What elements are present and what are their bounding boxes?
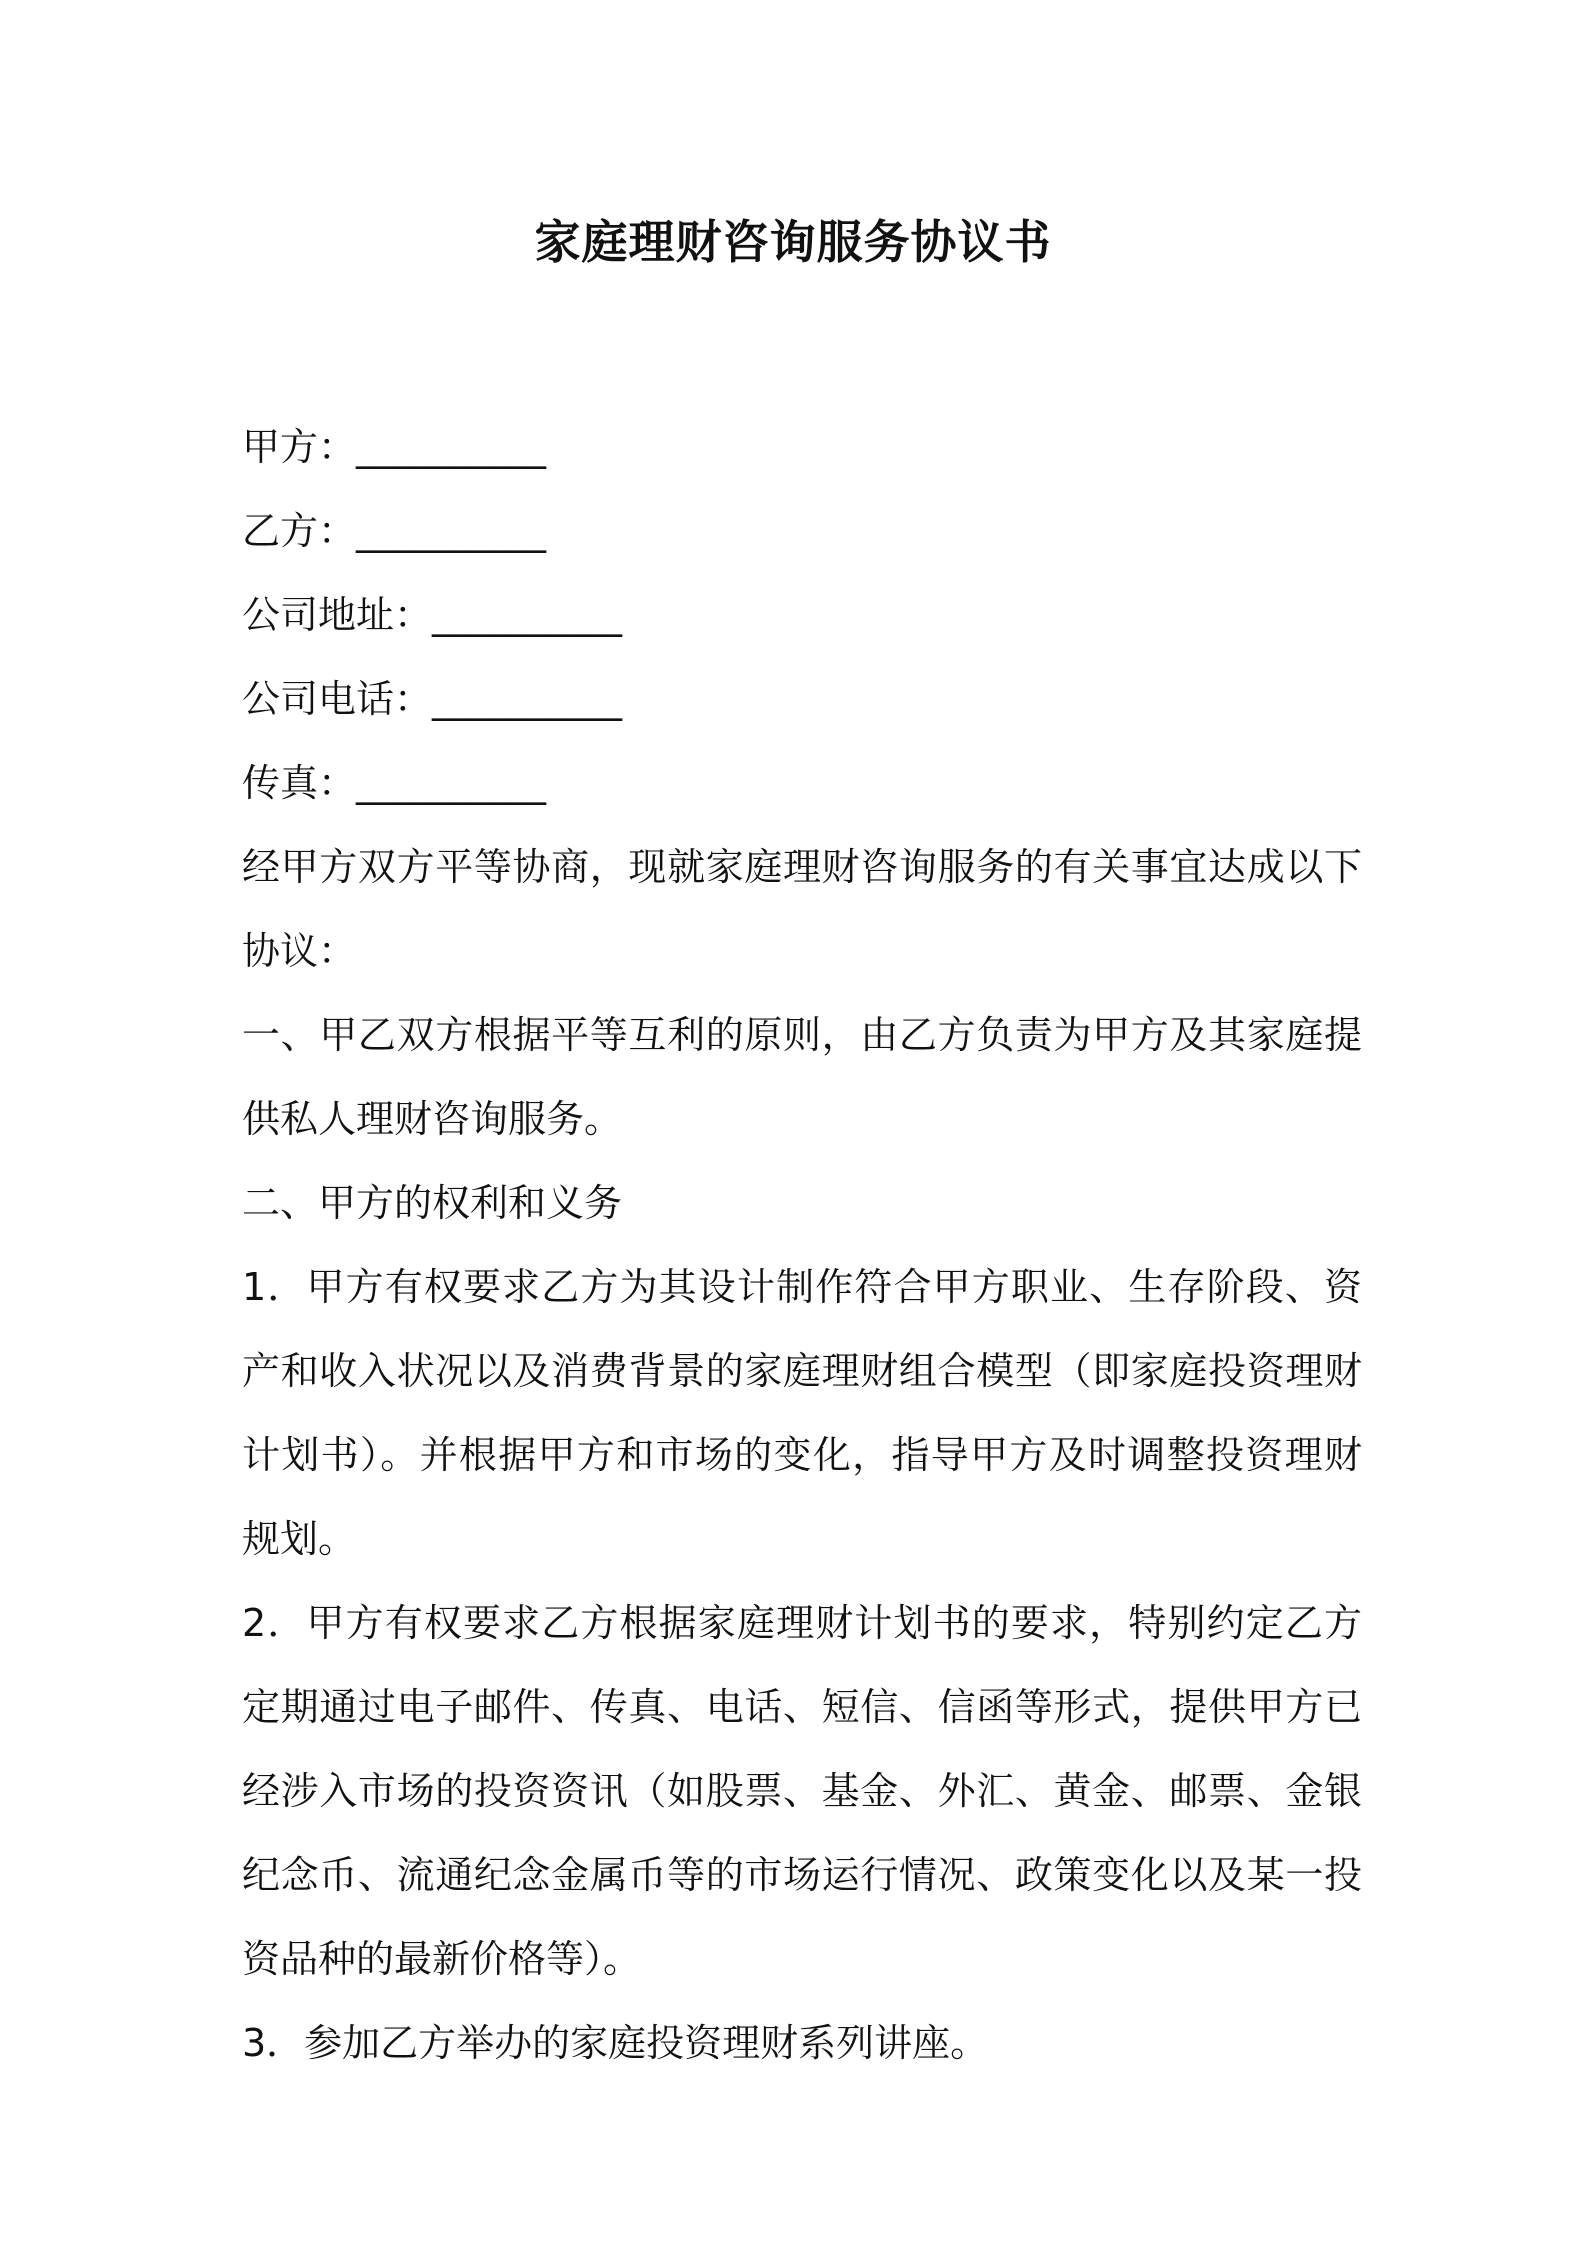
field-label: 甲方： (242, 425, 357, 469)
field-company-address (242, 573, 1362, 657)
field-label: 乙方： (242, 509, 357, 553)
paragraph-preamble: 经甲方双方平等协商，现就家庭理财咨询服务的有关事宜达成以下协议： (242, 845, 1362, 973)
paragraph-item-1: 1．甲方有权要求乙方为其设计制作符合甲方职业、生存阶段、资产和收入状况以及消费背景的家庭理财组合模型（即家庭投资理财计划书）。并根据甲方和市场的变化，指导甲方及时调整投资理财规划。 (242, 1265, 1362, 1561)
section-heading-party-a-rights: 二、甲方的权利和义务 (242, 1181, 623, 1225)
field-blank: __________ (356, 425, 547, 469)
field-blank: __________ (432, 677, 623, 721)
document-title: 家庭理财咨询服务协议书 (534, 215, 1052, 269)
field-company-phone (242, 657, 1362, 741)
paragraph-item-2: 2．甲方有权要求乙方根据家庭理财计划书的要求，特别约定乙方定期通过电子邮件、传真、电话、短信、信函等形式，提供甲方已经涉入市场的投资资讯（如股票、基金、外汇、黄金、邮票、金银纪念币、流通纪念金属币等的市场运行情况、政策变化以及某一投资品种的最新价格等）。 (242, 1601, 1362, 1981)
paragraph-clause-1: 一、甲乙双方根据平等互利的原则，由乙方负责为甲方及其家庭提供私人理财咨询服务。 (242, 1013, 1362, 1141)
field-blank: __________ (356, 509, 547, 553)
field-party-a (242, 405, 1362, 489)
field-party-b (242, 489, 1362, 573)
field-blank: __________ (432, 593, 623, 637)
field-label: 传真： (242, 761, 357, 805)
document-body (242, 405, 1362, 2085)
field-label: 公司电话： (242, 677, 433, 721)
party-info-fields (242, 405, 1362, 825)
field-fax (242, 741, 1362, 825)
field-label: 公司地址： (242, 593, 433, 637)
paragraph-item-3: 3．参加乙方举办的家庭投资理财系列讲座。 (242, 2021, 989, 2065)
field-blank: __________ (356, 761, 547, 805)
